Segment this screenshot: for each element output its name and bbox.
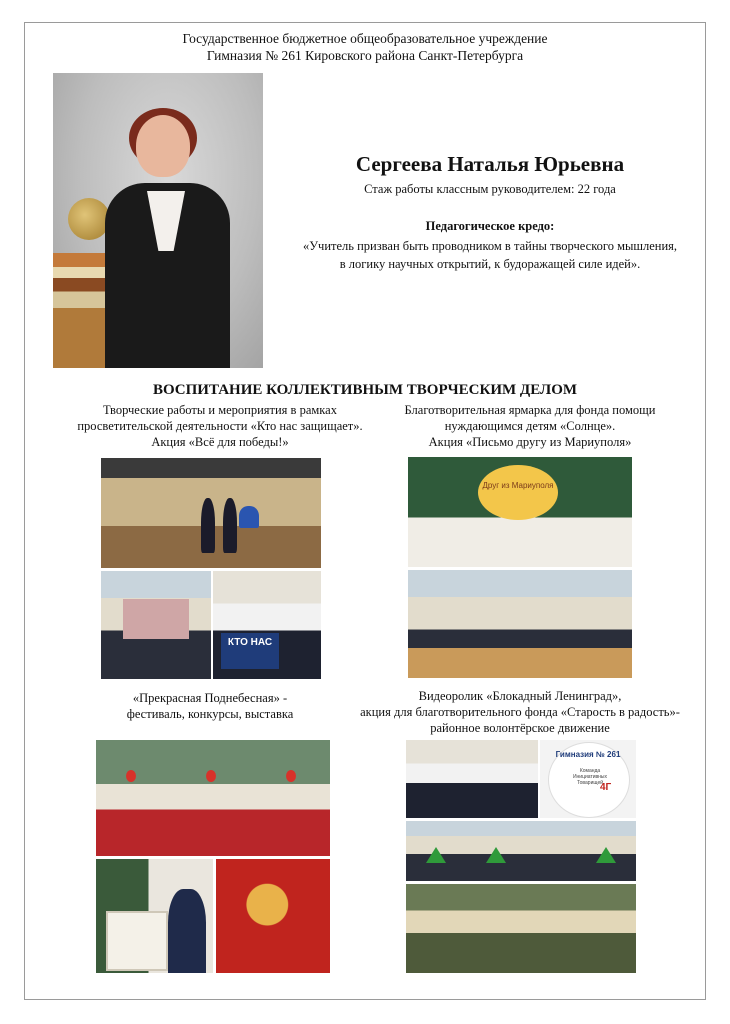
photo-charity-fair <box>408 570 632 678</box>
photo-chinese-festival-group <box>96 740 330 856</box>
caption-left-top-line-3: Акция «Всё для победы!» <box>151 435 289 449</box>
teacher-figure-face <box>136 115 190 177</box>
photo-chinese-craft <box>216 859 330 973</box>
photo-stage-performance <box>101 458 321 568</box>
caption-left-bottom-line-2: фестиваль, конкурсы, выставка <box>126 707 294 721</box>
credo-title: Педагогическое кредо: <box>425 219 555 233</box>
photo-students-sign <box>213 571 321 679</box>
photo-volunteers-outdoor <box>406 740 538 818</box>
photo-classroom-presentation <box>101 571 211 679</box>
badge-team-text: Команда Инициативных Товарищей <box>572 768 608 786</box>
caption-left-top-line-2: просветительской деятельности «Кто нас защищает». <box>77 419 363 433</box>
fair-table <box>408 648 632 678</box>
credo-line-2: в логику научных открытий, к будоражащей силе идей». <box>339 257 641 271</box>
lantern-icon <box>206 770 216 782</box>
teacher-name: Сергеева Наталья Юрьевна <box>355 152 625 176</box>
caption-right-bottom-line-1: Видеоролик «Блокадный Ленинград», <box>418 689 622 703</box>
projector-screen <box>123 599 189 639</box>
caption-left-top-line-1: Творческие работы и мероприятия в рамках <box>103 403 337 417</box>
globe-icon <box>68 198 110 240</box>
sun-drawing <box>478 465 558 520</box>
photo-students-craft <box>406 821 636 881</box>
letter-board-text: Друг из Мариуполя <box>482 481 554 490</box>
paper-tree-icon <box>596 847 616 863</box>
credo-line-1: «Учитель призван быть проводником в тайны творческого мышления, <box>302 239 678 253</box>
student-figure <box>168 889 206 973</box>
photo-letters-action <box>408 457 632 567</box>
caption-right-bottom <box>330 688 710 736</box>
badge-class-text: 4Г <box>600 782 612 793</box>
photo-students-uniform <box>406 884 636 973</box>
lantern-icon <box>126 770 136 782</box>
organization-header <box>40 30 690 64</box>
teacher-portrait-photo <box>53 73 263 368</box>
badge-school-text: Гимназия № 261 <box>555 750 621 759</box>
caption-left-bottom-line-1: «Прекрасная Поднебесная» - <box>132 691 288 705</box>
caption-right-top-line-3: Акция «Письмо другу из Мариуполя» <box>428 435 632 449</box>
paper-tree-icon <box>426 847 446 863</box>
caption-right-top <box>365 402 695 450</box>
org-line-1: Государственное бюджетное общеобразовательное учреждение <box>182 31 548 46</box>
photo-team-badge <box>540 740 636 818</box>
caption-right-top-line-2: нуждающимся детям «Солнце». <box>444 419 616 433</box>
caption-right-bottom-line-3: районное волонтёрское движение <box>430 721 610 735</box>
credo-text <box>270 237 710 273</box>
teacher-experience: Стаж работы классным руководителем: 22 года <box>364 182 616 196</box>
section-title: ВОСПИТАНИЕ КОЛЛЕКТИВНЫМ ТВОРЧЕСКИМ ДЕЛОМ <box>152 382 578 398</box>
kto-nas-sign: КТО НАС <box>221 633 279 669</box>
caption-left-top <box>40 402 400 450</box>
panda-drawing <box>106 911 168 971</box>
lantern-icon <box>286 770 296 782</box>
paper-tree-icon <box>486 847 506 863</box>
photo-panda-drawing <box>96 859 213 973</box>
caption-right-top-line-1: Благотворительная ярмарка для фонда помощи <box>404 403 656 417</box>
org-line-2: Гимназия № 261 Кировского района Санкт-Петербурга <box>206 48 524 63</box>
caption-right-bottom-line-2: акция для благотворительного фонда «Старость в радость»- <box>360 705 680 719</box>
caption-left-bottom <box>80 690 340 722</box>
